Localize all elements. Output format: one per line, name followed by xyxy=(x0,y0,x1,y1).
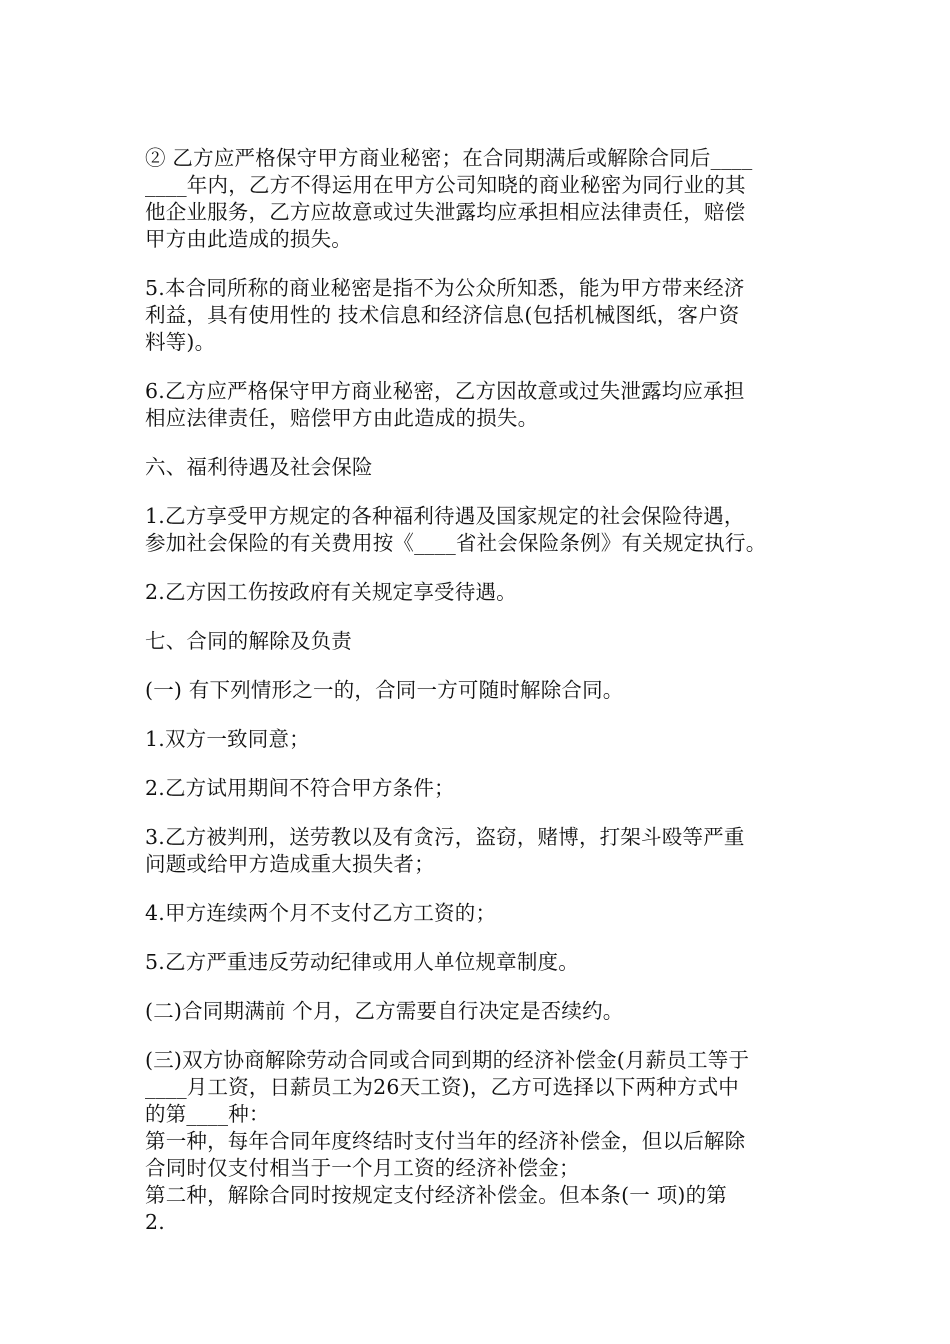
list-item-probation xyxy=(145,775,810,802)
text-line: 七、合同的解除及负责 xyxy=(145,629,352,653)
text-line: 六、福利待遇及社会保险 xyxy=(145,455,373,479)
text-line: 2. xyxy=(145,1210,165,1234)
text-line: ____月工资，日薪员工为26天工资)，乙方可选择以下两种方式中 xyxy=(145,1075,739,1099)
text-line: 5.乙方严重违反劳动纪律或用人单位规章制度。 xyxy=(145,950,579,974)
text-line: 合同时仅支付相当于一个月工资的经济补偿金； xyxy=(145,1156,580,1180)
section-heading-termination xyxy=(145,628,810,655)
text-line: (三)双方协商解除劳动合同或合同到期的经济补偿金(月薪员工等于 xyxy=(145,1048,750,1072)
text-line: 2.乙方因工伤按政府有关规定享受待遇。 xyxy=(145,580,517,604)
paragraph-welfare-insurance xyxy=(145,503,810,557)
text-line: 6.乙方应严格保守甲方商业秘密，乙方因故意或过失泄露均应承担 xyxy=(145,379,745,403)
text-line: 他企业服务，乙方应故意或过失泄露均应承担相应法律责任，赔偿 xyxy=(145,200,746,224)
text-line: 4.甲方连续两个月不支付乙方工资的； xyxy=(145,901,497,925)
list-item-misconduct xyxy=(145,824,810,878)
text-line: 第二种，解除合同时按规定支付经济补偿金。但本条(一 项)的第 xyxy=(145,1183,728,1207)
text-line: 相应法律责任，赔偿甲方由此造成的损失。 xyxy=(145,406,539,430)
text-line: 问题或给甲方造成重大损失者； xyxy=(145,852,435,876)
section-heading-welfare xyxy=(145,454,810,481)
paragraph-confidentiality-term xyxy=(145,145,810,253)
paragraph-work-injury xyxy=(145,579,810,606)
paragraph-compensation xyxy=(145,1047,810,1236)
text-line: 参加社会保险的有关费用按《____省社会保险条例》有关规定执行。 xyxy=(145,531,767,555)
text-line: 利益，具有使用性的 技术信息和经济信息(包括机械图纸，客户资 xyxy=(145,303,740,327)
text-line: 2.乙方试用期间不符合甲方条件； xyxy=(145,776,455,800)
text-line: 1.乙方享受甲方规定的各种福利待遇及国家规定的社会保险待遇， xyxy=(145,504,745,528)
text-line: ② 乙方应严格保守甲方商业秘密；在合同期满后或解除合同后____ xyxy=(145,146,753,170)
text-line: (二)合同期满前 个月，乙方需要自行决定是否续约。 xyxy=(145,999,624,1023)
text-line: ____年内，乙方不得运用在甲方公司知晓的商业秘密为同行业的其 xyxy=(145,173,746,197)
paragraph-termination-conditions xyxy=(145,677,810,704)
list-item-mutual-agreement xyxy=(145,726,810,753)
paragraph-renewal xyxy=(145,998,810,1025)
text-line: 1.双方一致同意； xyxy=(145,727,310,751)
list-item-discipline-violation xyxy=(145,949,810,976)
text-line: 料等)。 xyxy=(145,330,216,354)
document-page xyxy=(145,145,810,1236)
text-line: 第一种，每年合同年度终结时支付当年的经济补偿金，但以后解除 xyxy=(145,1129,746,1153)
paragraph-trade-secret-definition xyxy=(145,275,810,356)
text-line: 甲方由此造成的损失。 xyxy=(145,227,352,251)
paragraph-confidentiality-liability xyxy=(145,378,810,432)
text-line: 3.乙方被判刑，送劳教以及有贪污，盗窃，赌博，打架斗殴等严重 xyxy=(145,825,745,849)
text-line: 5.本合同所称的商业秘密是指不为公众所知悉，能为甲方带来经济 xyxy=(145,276,745,300)
list-item-unpaid-wages xyxy=(145,900,810,927)
text-line: (一) 有下列情形之一的，合同一方可随时解除合同。 xyxy=(145,678,624,702)
text-line: 的第____种： xyxy=(145,1102,270,1126)
